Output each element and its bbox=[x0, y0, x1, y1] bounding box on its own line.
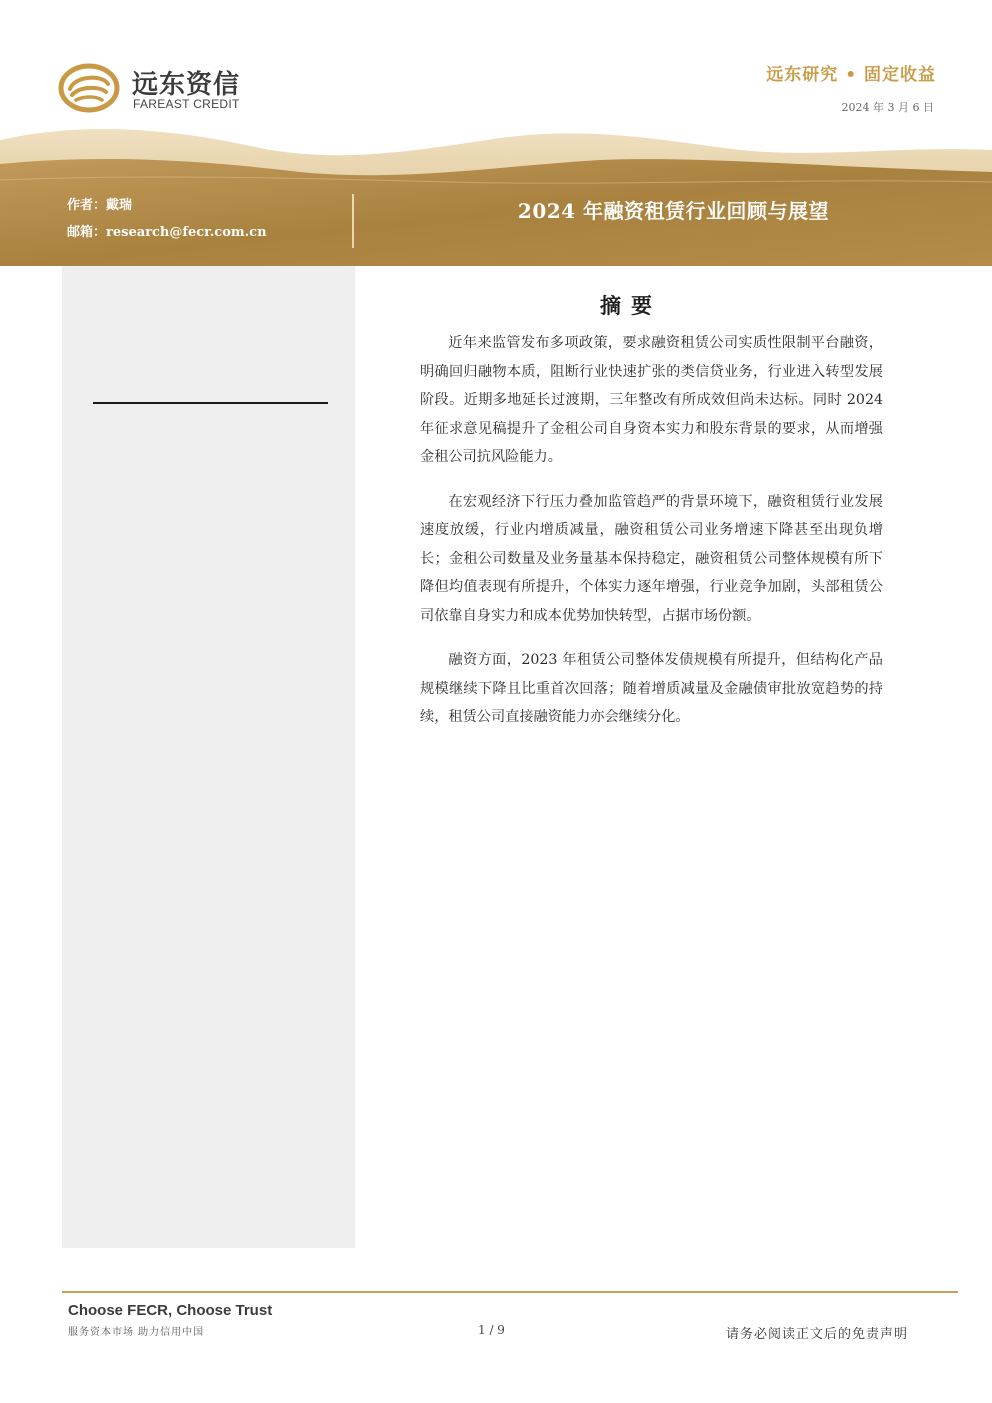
author: 作者：戴瑞 bbox=[67, 198, 133, 213]
summary-paragraph: 近年来监管发布多项政策，要求融资租赁公司实质性限制平台融资，明确回归融物本质，阻断行业快速扩张的类信贷业务，行业进入转型发展阶段。近期多地延长过渡期，三年整改有所成效但尚未达标。同时 2024 年征求意见稿提升了金租公司自身资本实力和股东背景的要求，从而增强金租公司抗风险能力。 bbox=[420, 335, 883, 465]
fareast-logo-icon bbox=[58, 62, 120, 114]
report-series: 远东研究 • 固定收益 bbox=[766, 65, 936, 85]
logo-name-en: FAREAST CREDIT bbox=[133, 97, 240, 111]
summary-heading: 摘要 bbox=[600, 293, 662, 318]
author-email[interactable]: 邮箱：research@fecr.com.cn bbox=[67, 225, 267, 240]
footer-divider bbox=[62, 1291, 958, 1293]
header-banner bbox=[0, 120, 992, 266]
sidebar-panel bbox=[62, 266, 355, 1248]
page-number: 1 / 9 bbox=[478, 1323, 505, 1337]
summary-paragraph: 在宏观经济下行压力叠加监管趋严的背景环境下，融资租赁行业发展速度放缓，行业内增质减量，融资租赁公司业务增速下降甚至出现负增长；金租公司数量及业务量基本保持稳定，融资租赁公司整体规模有所下降但均值表现有所提升，个体实力逐年增强，行业竞争加剧，头部租赁公司依靠自身实力和成本优势加快转型，占据市场份额。 bbox=[420, 493, 883, 624]
report-date: 2024 年 3 月 6 日 bbox=[841, 101, 934, 114]
footer-subtitle: 服务资本市场 助力信用中国 bbox=[68, 1327, 205, 1338]
footer-slogan: Choose FECR, Choose Trust bbox=[68, 1302, 273, 1319]
company-logo bbox=[58, 60, 258, 120]
summary-paragraph: 融资方面，2023 年租赁公司整体发债规模有所提升，但结构化产品规模继续下降且比重首次回落；随着增质减量及金融债审批放宽趋势的持续，租赁公司直接融资能力亦会继续分化。 bbox=[420, 652, 883, 725]
report-title: 2024 年融资租赁行业回顾与展望 bbox=[517, 199, 830, 223]
sidebar-divider bbox=[93, 402, 328, 404]
disclaimer-note: 请务必阅读正文后的免责声明 bbox=[725, 1327, 908, 1342]
logo-name-cn: 远东资信 bbox=[132, 70, 241, 100]
summary-body bbox=[420, 329, 883, 748]
